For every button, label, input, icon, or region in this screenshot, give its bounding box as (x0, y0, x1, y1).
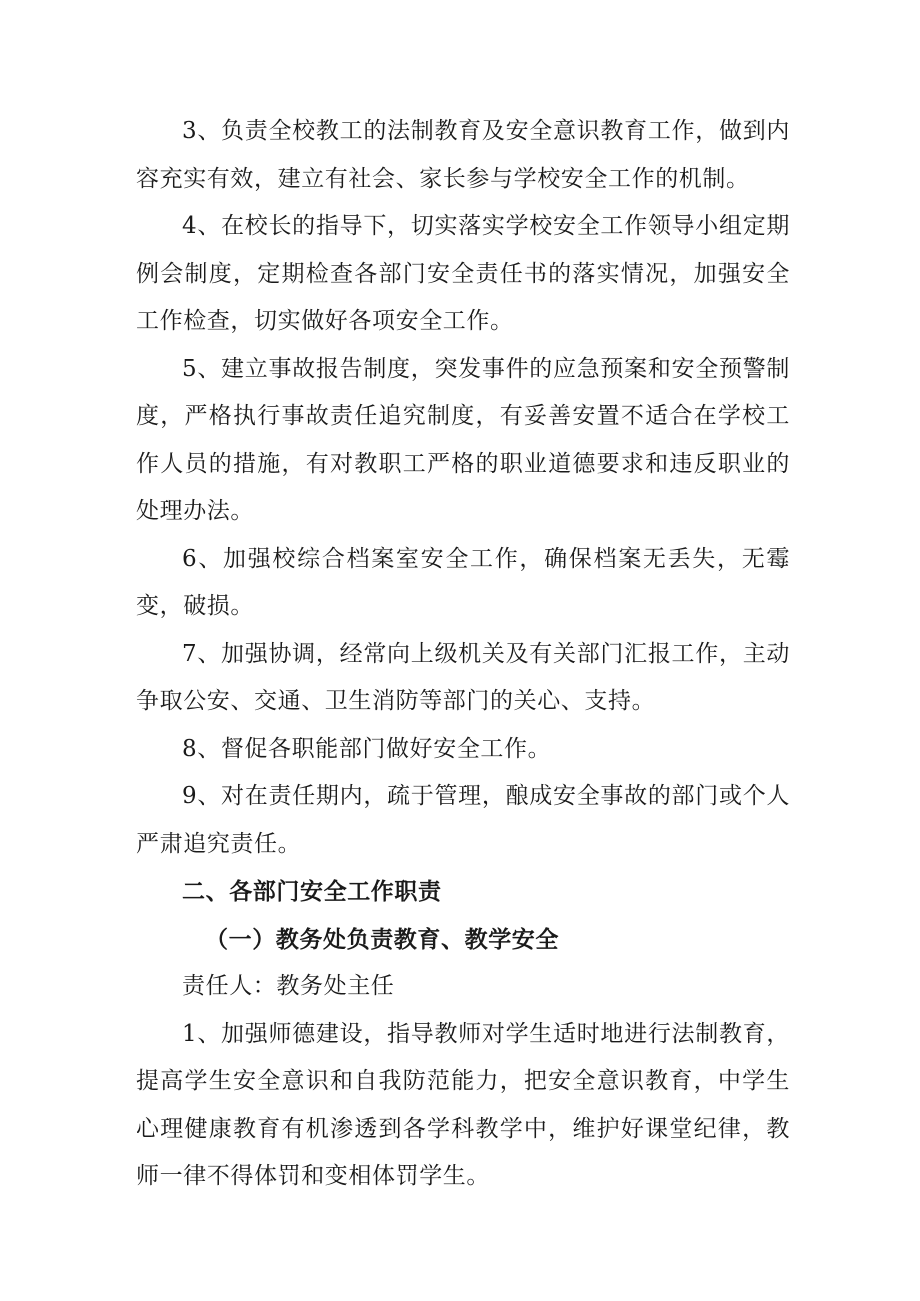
paragraph-item-7: 7、加强协调，经常向上级机关及有关部门汇报工作，主动争取公安、交通、卫生消防等部门的关心、支持。 (136, 640, 790, 714)
paragraph-item-8: 8、督促各职能部门做好安全工作。 (182, 735, 552, 762)
paragraph-subsection-item-1: 1、加强师德建设，指导教师对学生适时地进行法制教育，提高学生安全意识和自我防范能力，把安全意识教育，中学生心理健康教育有机渗透到各学科教学中，维护好课堂纪律，教师一律不得体罚和变相体罚学生。 (136, 1020, 790, 1189)
paragraph-item-6: 6、加强校综合档案室安全工作，确保档案无丢失，无霉变，破损。 (136, 545, 790, 619)
section-heading: 二、各部门安全工作职责 (182, 878, 442, 905)
paragraph-item-4: 4、在校长的指导下，切实落实学校安全工作领导小组定期例会制度，定期检查各部门安全责任书的落实情况，加强安全工作检查，切实做好各项安全工作。 (136, 213, 790, 334)
document-body (136, 108, 790, 1201)
paragraph-item-9: 9、对在责任期内，疏于管理，酿成安全事故的部门或个人严肃追究责任。 (136, 783, 790, 857)
paragraph-item-5: 5、建立事故报告制度，突发事件的应急预案和安全预警制度，严格执行事故责任追究制度，有妥善安置不适合在学校工作人员的措施，有对教职工严格的职业道德要求和违反职业的处理办法。 (136, 355, 790, 524)
responsible-person: 责任人：教务处主任 (182, 973, 395, 999)
subsection-heading: （一）教务处负责教育、教学安全 (205, 925, 559, 953)
paragraph-item-3: 3、负责全校教工的法制教育及安全意识教育工作，做到内容充实有效，建立有社会、家长参与学校安全工作的机制。 (136, 118, 790, 192)
